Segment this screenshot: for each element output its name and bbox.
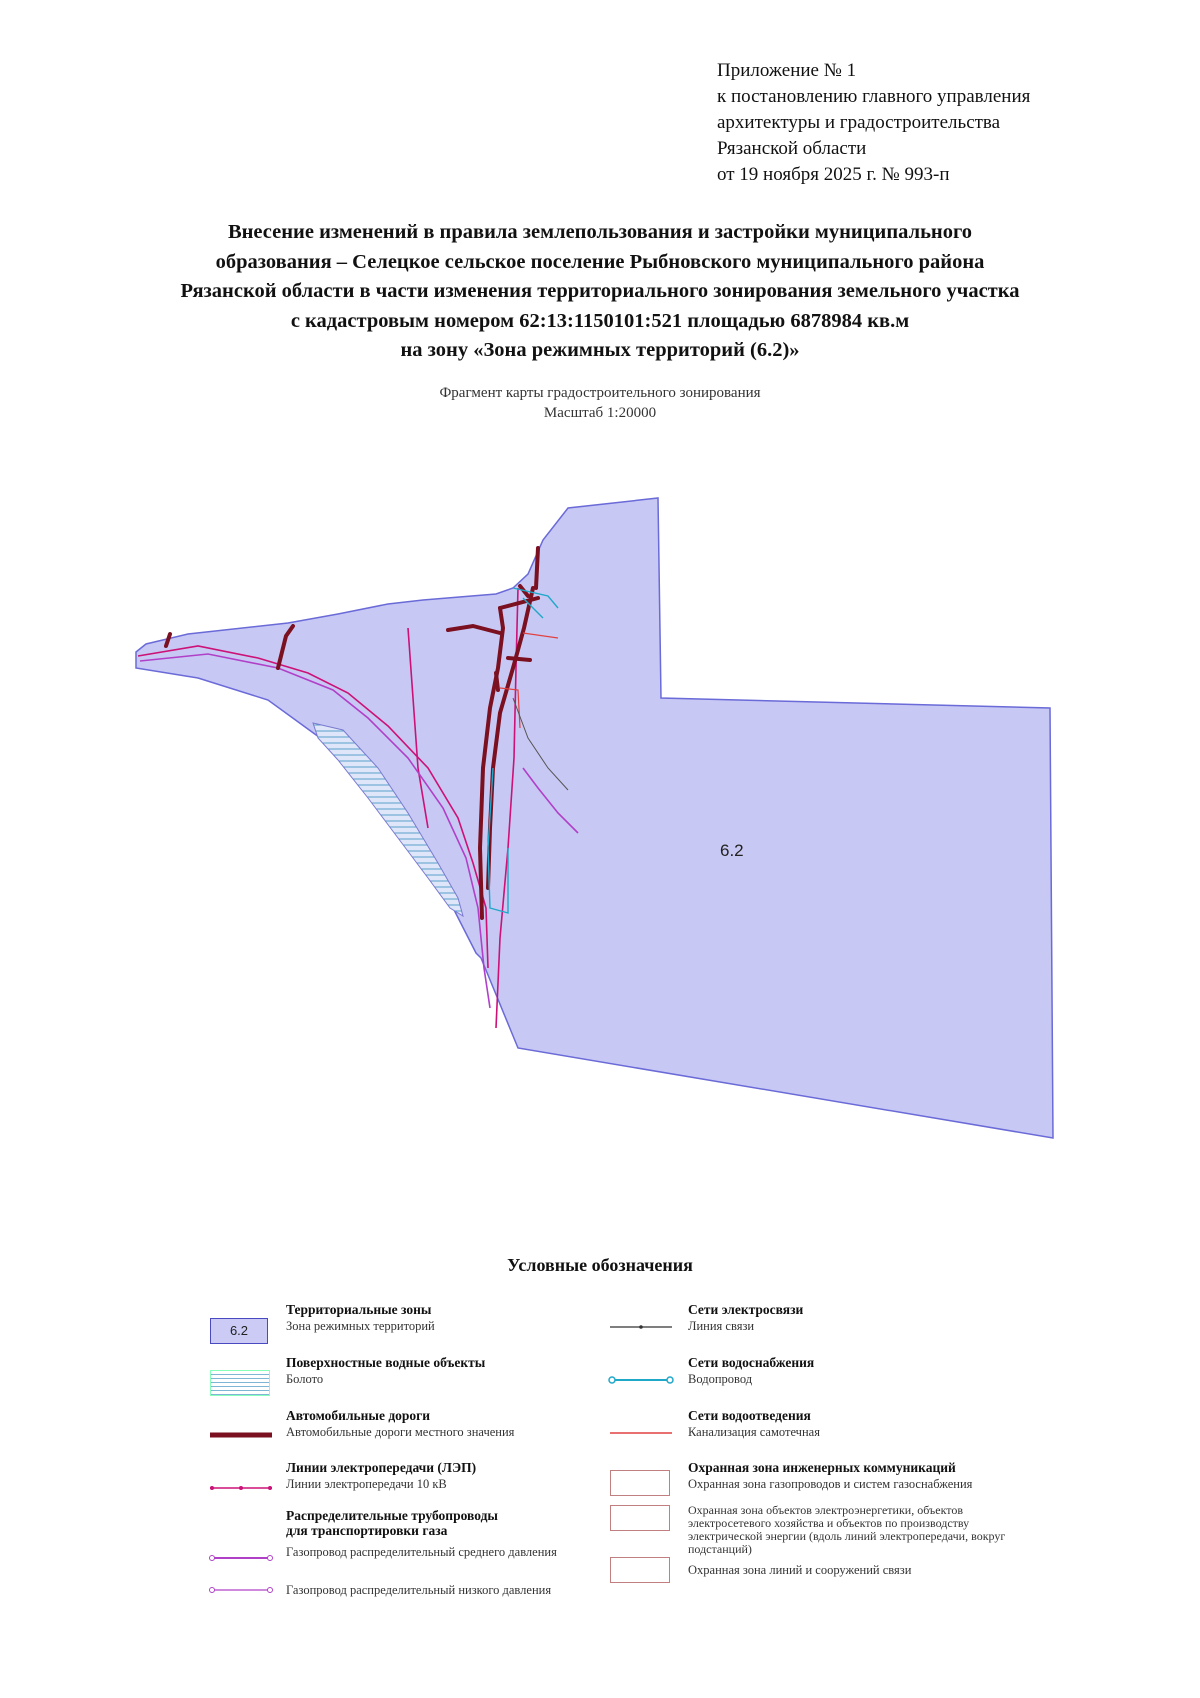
prot-gas-swatch <box>610 1470 670 1496</box>
title-line-2: образования – Селецкое сельское поселение Рыбновского муниципального района <box>215 250 985 273</box>
map-caption: Фрагмент карты градостроительного зонирования <box>439 385 761 401</box>
map-subtitle <box>300 383 900 423</box>
prot-power-swatch <box>610 1505 670 1531</box>
legend-heading: Линии электропередачи (ЛЭП) <box>286 1460 477 1475</box>
zone-label: 6.2 <box>720 841 744 860</box>
title-line-5: на зону «Зона режимных территорий (6.2)» <box>400 339 800 361</box>
document-title <box>100 218 1100 366</box>
legend-label: Газопровод распределительный среднего давления <box>286 1545 557 1559</box>
swamp-swatch <box>210 1370 270 1396</box>
legend-item-sewer <box>688 1408 1068 1440</box>
appendix-line-3: архитектуры и градостроительства <box>717 112 1001 133</box>
appendix-line-5: от 19 ноября 2025 г. № 993-п <box>717 164 950 185</box>
legend-heading: Территориальные зоны <box>286 1302 432 1317</box>
appendix-header <box>717 58 1157 188</box>
road-line-icon <box>208 1430 274 1440</box>
water-pipe-icon <box>608 1375 674 1385</box>
gas-medium-icon <box>208 1553 274 1563</box>
legend-item-water <box>688 1355 1068 1387</box>
legend-item-prot-comm <box>688 1562 1038 1578</box>
zone-6-2-polygon <box>136 498 1053 1138</box>
legend-item-comm <box>688 1302 1068 1334</box>
legend-label: Линии электропередачи 10 кВ <box>286 1477 447 1491</box>
legend-heading: Сети электросвязи <box>688 1302 804 1317</box>
legend-label: Охранная зона газопроводов и систем газоснабжения <box>688 1477 973 1491</box>
map-scale: Масштаб 1:20000 <box>543 405 657 421</box>
legend-heading: Распределительные трубопроводы для транспортировки газа <box>286 1508 498 1538</box>
legend-label: Автомобильные дороги местного значения <box>286 1425 515 1439</box>
legend-label: Охранная зона линий и сооружений связи <box>688 1563 912 1577</box>
legend-label: Болото <box>286 1372 324 1386</box>
legend-item-gas-low <box>286 1582 626 1598</box>
sewer-line-icon <box>608 1428 674 1438</box>
title-line-1: Внесение изменений в правила землепользования и застройки муниципального <box>227 221 973 243</box>
legend-item-prot-gas <box>688 1460 1068 1492</box>
appendix-line-1: Приложение № 1 <box>717 60 857 81</box>
title-line-3: Рязанской области в части изменения территориального зонирования земельного участка <box>180 280 1020 302</box>
legend-item-prot-power <box>688 1504 1038 1556</box>
legend-heading: Автомобильные дороги <box>286 1408 431 1423</box>
legend-heading: Сети водоотведения <box>688 1408 811 1423</box>
legend-label: Газопровод распределительный низкого давления <box>286 1583 552 1597</box>
legend-label: Линия связи <box>688 1319 755 1333</box>
zone-swatch: 6.2 <box>210 1318 268 1344</box>
legend-title: Условные обозначения <box>507 1255 693 1275</box>
legend-item-gas <box>286 1508 626 1560</box>
legend-item-road <box>286 1408 626 1440</box>
legend-label: Зона режимных территорий <box>286 1319 435 1333</box>
legend-item-zone <box>286 1302 626 1334</box>
legend-item-power <box>286 1460 626 1492</box>
legend-label: Охранная зона объектов электроэнергетики, объектов электросетевого хозяйства и объектов по производству электрической энергии (вдоль линий электропередачи, вокруг подстанций) <box>688 1503 1006 1556</box>
legend-heading: Сети водоснабжения <box>688 1355 815 1370</box>
legend-item-swamp <box>286 1355 626 1387</box>
zoning-map-svg <box>128 468 1110 1168</box>
title-line-4: с кадастровым номером 62:13:1150101:521 площадью 6878984 кв.м <box>290 309 910 332</box>
power-line-icon <box>208 1483 274 1493</box>
legend-heading: Охранная зона инженерных коммуникаций <box>688 1460 956 1475</box>
gas-low-icon <box>208 1585 274 1595</box>
prot-comm-swatch <box>610 1557 670 1583</box>
zoning-map <box>128 468 1110 1168</box>
appendix-line-4: Рязанской области <box>717 138 867 159</box>
legend-label: Канализация самотечная <box>688 1425 820 1439</box>
legend-label: Водопровод <box>688 1372 753 1386</box>
comm-line-icon <box>608 1322 674 1332</box>
appendix-line-2: к постановлению главного управления <box>717 86 1031 107</box>
legend-heading: Поверхностные водные объекты <box>286 1355 486 1370</box>
